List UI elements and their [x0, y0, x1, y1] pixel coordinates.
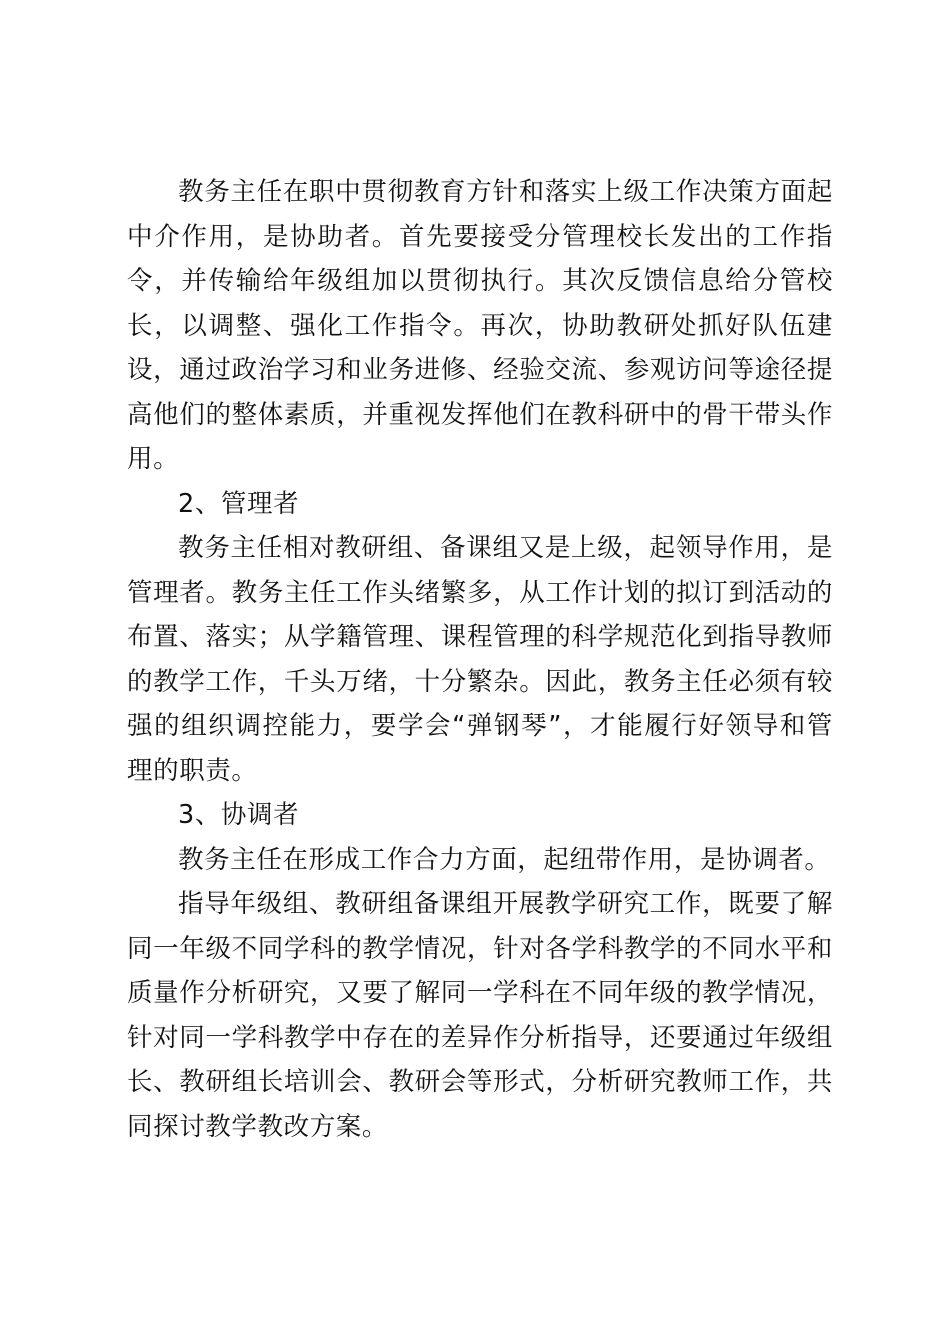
document-body [127, 170, 833, 1149]
heading-coordinator: 3、协调者 [178, 800, 300, 830]
paragraph-coordinator-summary: 教务主任在形成工作合力方面，起纽带作用，是协调者。 [178, 844, 831, 875]
paragraph-role-coordinator-intro: 教务主任在职中贯彻教育方针和落实上级工作决策方面起中介作用，是协助者。首先要接受分管理校长发出的工作指令，并传输给年级组加以贯彻执行。其次反馈信息给分管校长，以调整、强化工作指令。再次，协助教研处抓好队伍建设，通过政治学习和业务进修、经验交流、参观访问等途径提高他们的整体素质，并重视发挥他们在教科研中的骨干带头作用。 [127, 177, 833, 474]
paragraph-manager: 教务主任相对教研组、备课组又是上级，起领导作用，是管理者。教务主任工作头绪繁多，从工作计划的拟订到活动的布置、落实；从学籍管理、课程管理的科学规范化到指导教师的教学工作，千头万绪，十分繁杂。因此，教务主任必须有较强的组织调控能力，要学会“弹钢琴”，才能履行好领导和管理的职责。 [127, 533, 833, 786]
paragraph-coordinator-detail: 指导年级组、教研组备课组开展教学研究工作，既要了解同一年级不同学科的教学情况，针对各学科教学的不同水平和质量作分析研究，又要了解同一学科在不同年级的教学情况，针对同一学科教学中存在的差异作分析指导，还要通过年级组长、教研组长培训会、教研会等形式，分析研究教师工作，共同探讨教学教改方案。 [127, 889, 833, 1142]
heading-manager: 2、管理者 [178, 488, 300, 519]
